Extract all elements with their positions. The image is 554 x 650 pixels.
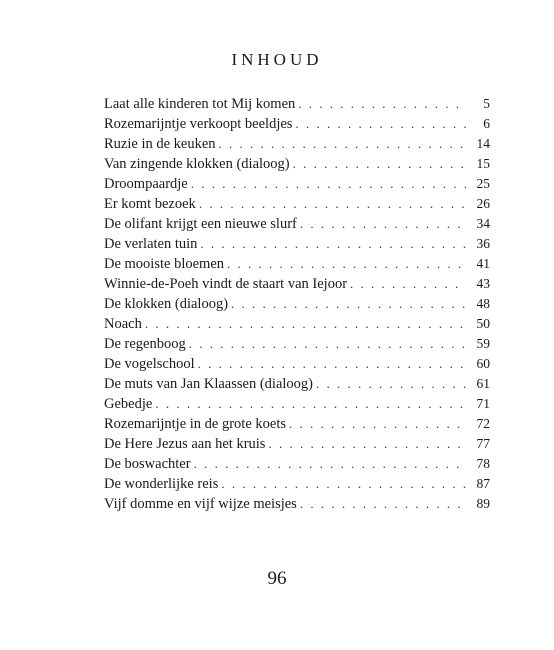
leader-dots: [199, 194, 466, 214]
toc-entry: [104, 474, 490, 494]
toc-entry: [104, 194, 490, 214]
leader-dots: [145, 314, 466, 334]
toc-entry-title: Er komt bezoek: [104, 196, 196, 212]
toc-entry-page: 77: [476, 436, 490, 451]
toc-entry-title: Winnie-de-Poeh vindt de staart van Iejoor: [104, 276, 348, 292]
toc-entry-page: 6: [483, 116, 490, 131]
leader-dots: [289, 414, 466, 434]
toc-entry: [104, 154, 490, 174]
toc-entry-title: De vogelschool: [104, 356, 195, 372]
toc-entry-page: 25: [476, 176, 490, 191]
toc-entry: [104, 414, 490, 434]
toc-entry: [104, 94, 490, 114]
leader-dots: [227, 254, 466, 274]
toc-entry: [104, 174, 490, 194]
leader-dots: [316, 374, 466, 394]
leader-dots: [268, 434, 466, 454]
toc-entry-page: 78: [476, 456, 490, 471]
toc-entry-title: Vijf domme en vijf wijze meisjes: [104, 496, 297, 512]
toc-entry: [104, 214, 490, 234]
toc-entry-page: 14: [476, 136, 490, 151]
toc-entry-title: De verlaten tuin: [104, 236, 198, 252]
toc-entry: [104, 454, 490, 474]
toc-entry: [104, 134, 490, 154]
toc-entry-title: De mooiste bloemen: [104, 256, 225, 272]
leader-dots: [219, 134, 466, 154]
toc-entry-title: Noach: [104, 316, 142, 332]
toc-entry-title: De regenboog: [104, 336, 186, 352]
leader-dots: [295, 114, 466, 134]
toc-entry-title: Laat alle kinderen tot Mij komen: [104, 96, 296, 112]
toc-entry: [104, 274, 490, 294]
page-number: 96: [267, 568, 287, 589]
leader-dots: [298, 94, 466, 114]
toc-entry-page: 89: [476, 496, 490, 511]
leader-dots: [194, 454, 466, 474]
toc-entry: [104, 254, 490, 274]
leader-dots: [300, 494, 466, 514]
toc-entry-title: Gebedje: [104, 396, 153, 412]
toc-entry-title: Droompaardje: [104, 176, 188, 192]
leader-dots: [293, 154, 466, 174]
toc-entry-title: De olifant krijgt een nieuwe slurf: [104, 216, 297, 232]
toc-entry-title: Ruzie in de keuken: [104, 136, 216, 152]
leader-dots: [350, 274, 466, 294]
toc-entry-title: De klokken (dialoog): [104, 296, 229, 312]
toc-entry-page: 72: [476, 416, 490, 431]
toc-entry-page: 59: [476, 336, 490, 351]
page-title: INHOUD: [231, 50, 323, 69]
toc-entry-title: Rozemarijntje in de grote koets: [104, 416, 287, 432]
toc-entry-page: 43: [476, 276, 490, 291]
toc-entry: [104, 434, 490, 454]
toc-entry-page: 61: [476, 376, 490, 391]
toc-entry-title: De boswachter: [104, 456, 191, 472]
toc-entry-title: Rozemarijntje verkoopt beeldjes: [104, 116, 293, 132]
toc-entry: [104, 114, 490, 134]
toc-entry: [104, 234, 490, 254]
toc-entry: [104, 334, 490, 354]
toc-entry-page: 36: [476, 236, 490, 251]
toc-entry-page: 5: [483, 96, 490, 111]
leader-dots: [155, 394, 466, 414]
toc-entry: [104, 314, 490, 334]
toc-entry-title: De muts van Jan Klaassen (dialoog): [104, 376, 313, 392]
toc-entry-page: 26: [476, 196, 490, 211]
toc-entry-page: 60: [476, 356, 490, 371]
leader-dots: [231, 294, 466, 314]
leader-dots: [200, 234, 466, 254]
toc-entry-page: 71: [476, 396, 490, 411]
toc-entry-page: 48: [476, 296, 490, 311]
toc-entry: [104, 294, 490, 314]
leader-dots: [221, 474, 466, 494]
toc-entry-page: 50: [476, 316, 490, 331]
toc-entry: [104, 374, 490, 394]
toc-entry-page: 15: [476, 156, 490, 171]
leader-dots: [189, 334, 466, 354]
toc-entry: [104, 354, 490, 374]
toc-entry-page: 34: [476, 216, 490, 231]
leader-dots: [198, 354, 466, 374]
toc-entry-title: Van zingende klokken (dialoog): [104, 156, 290, 172]
toc-entry-title: De Here Jezus aan het kruis: [104, 436, 266, 452]
table-of-contents: [104, 94, 490, 514]
toc-entry: [104, 394, 490, 414]
leader-dots: [300, 214, 466, 234]
toc-entry-title: De wonderlijke reis: [104, 476, 219, 492]
toc-entry-page: 41: [476, 256, 490, 271]
toc-entry: [104, 494, 490, 514]
leader-dots: [191, 174, 466, 194]
toc-entry-page: 87: [476, 476, 490, 491]
